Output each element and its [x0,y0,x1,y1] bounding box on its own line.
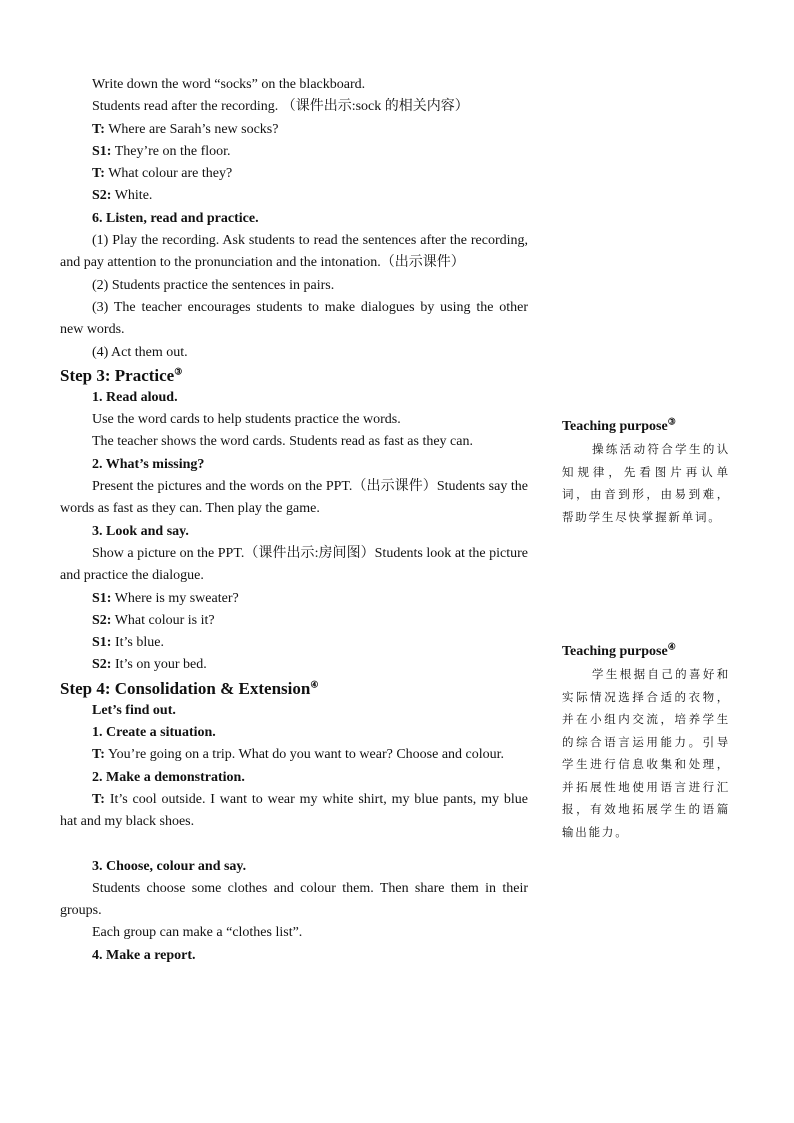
dialogue-text: They’re on the floor. [111,143,231,159]
dialogue-line [60,141,528,163]
speaker: T: [92,791,105,807]
dialogue-text: What colour are they? [104,166,233,182]
dialogue-line [60,789,528,834]
paragraph: Each group can make a “clothes list”. [92,925,303,941]
activity-heading: 1. Read aloud. [92,389,178,405]
dialogue-text: What colour is it? [111,612,215,628]
dialogue-line [60,610,528,632]
activity-heading: 1. Create a situation. [92,725,216,741]
note-body: 学生根据自己的喜好和实际情况选择合适的衣物，并在小组内交流，培养学生的综合语言运用能力。引导学生进行信息收集和处理，并拓展性地使用语言进行汇报，有效地拓展学生的语篇输出能力。 [562,667,730,839]
dialogue-line [60,119,528,141]
paragraph: Students read after the recording. （课件出示:sock 的相关内容） [92,99,469,115]
footnote-mark: ③ [667,416,676,427]
paragraph: (3) The teacher encourages students to make dialogues by using the other new words. [60,299,528,338]
speaker: T: [92,747,105,763]
footnote-mark: ④ [667,641,676,652]
note-body: 操练活动符合学生的认知规律，先看图片再认单词，由音到形，由易到难，帮助学生尽快掌握新单词。 [562,442,730,524]
speaker: S1: [92,143,112,159]
step-title: Step 4: Consolidation & Extension [60,678,311,698]
teaching-purpose-note [562,416,730,528]
speaker: S1: [92,590,112,606]
note-title-text: Teaching purpose [562,644,668,659]
footnote-mark: ③ [174,366,183,377]
activity-heading: 2. Make a demonstration. [92,769,245,785]
spacer [60,834,528,856]
activity-heading: 6. Listen, read and practice. [92,210,259,226]
speaker: T: [92,121,105,137]
step-title: Step 3: Practice [60,365,175,385]
paragraph: The teacher shows the word cards. Students read as fast as they can. [92,434,473,450]
speaker: T: [92,166,105,182]
dialogue-text: It’s cool outside. I want to wear my white shirt, my blue pants, my blue hat and my black shoes. [60,791,528,830]
paragraph: (1) Play the recording. Ask students to read the sentences after the recording, and pay attention to the pronunciation and the intonation.（出示课件） [60,233,528,271]
dialogue-text: It’s on your bed. [111,657,207,673]
dialogue-text: White. [111,188,153,204]
step-heading [60,364,528,387]
note-title [562,416,730,438]
activity-heading: 3. Look and say. [92,523,189,539]
dialogue-line [60,588,528,610]
footnote-mark: ④ [310,679,319,690]
step-heading [60,677,528,700]
note-title [562,641,730,663]
paragraph: Show a picture on the PPT.（课件出示:房间图）Students look at the picture and practice the dialogue. [60,545,528,584]
paragraph: Write down the word “socks” on the blackboard. [92,77,366,92]
paragraph: (4) Act them out. [92,344,188,360]
activity-heading: 3. Choose, colour and say. [92,858,247,874]
speaker: S2: [92,657,112,673]
speaker: S2: [92,188,112,204]
paragraph: Students choose some clothes and colour them. Then share them in their groups. [60,880,528,919]
speaker: S2: [92,612,112,628]
paragraph: (2) Students practice the sentences in pairs. [92,277,335,293]
dialogue-line [60,163,528,185]
teaching-purpose-note [562,641,730,843]
paragraph: Use the word cards to help students practice the words. [92,412,401,428]
speaker: S1: [92,635,112,651]
activity-heading: 2. What’s missing? [92,456,205,472]
dialogue-line [60,744,528,766]
dialogue-line [60,185,528,207]
activity-heading: Let’s find out. [92,702,176,718]
dialogue-line [60,654,528,676]
dialogue-text: It’s blue. [111,635,164,651]
lesson-plan-main [60,74,528,967]
note-title-text: Teaching purpose [562,419,668,434]
dialogue-line [60,632,528,654]
paragraph: Present the pictures and the words on the PPT.（出示课件）Students say the words as fast as they can. Then play the game. [60,479,528,517]
dialogue-text: Where is my sweater? [111,590,239,606]
activity-heading: 4. Make a report. [92,947,196,963]
dialogue-text: You’re going on a trip. What do you want to wear? Choose and colour. [104,747,505,763]
dialogue-text: Where are Sarah’s new socks? [104,121,279,137]
